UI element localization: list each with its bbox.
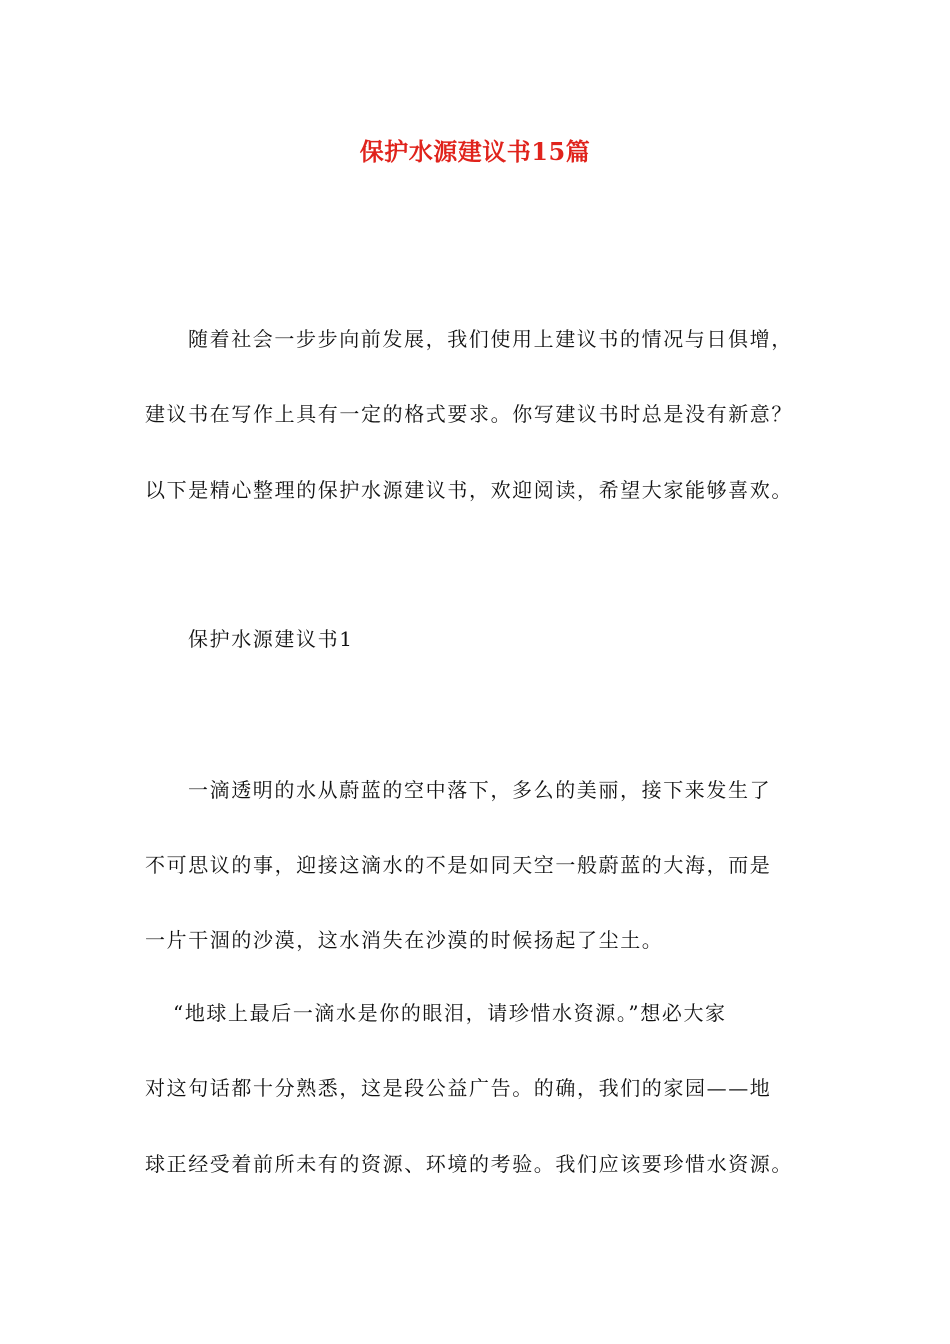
document-title: 保护水源建议书15篇 [359, 137, 591, 166]
paragraph1-line-2: 不可思议的事，迎接这滴水的不是如同天空一般蔚蓝的大海，而是 [145, 853, 772, 877]
paragraph2-line-3: 球正经受着前所未有的资源、环境的考验。我们应该要珍惜水资源。 [145, 1152, 793, 1176]
intro-line-2: 建议书在写作上具有一定的格式要求。你写建议书时总是没有新意？ [145, 402, 793, 426]
paragraph2-line-2: 对这句话都十分熟悉，这是段公益广告。的确，我们的家园——地 [145, 1076, 772, 1100]
paragraph2-line-1: “地球上最后一滴水是你的眼泪，请珍惜水资源。”想必大家 [173, 1001, 727, 1025]
intro-line-1: 随着社会一步步向前发展，我们使用上建议书的情况与日俱增， [188, 327, 793, 351]
intro-line-3: 以下是精心整理的保护水源建议书，欢迎阅读，希望大家能够喜欢。 [145, 478, 793, 502]
section-heading: 保护水源建议书1 [188, 627, 354, 651]
paragraph1-line-1: 一滴透明的水从蔚蓝的空中落下，多么的美丽，接下来发生了 [188, 778, 772, 802]
paragraph1-line-3: 一片干涸的沙漠，这水消失在沙漠的时候扬起了尘土。 [145, 928, 664, 952]
